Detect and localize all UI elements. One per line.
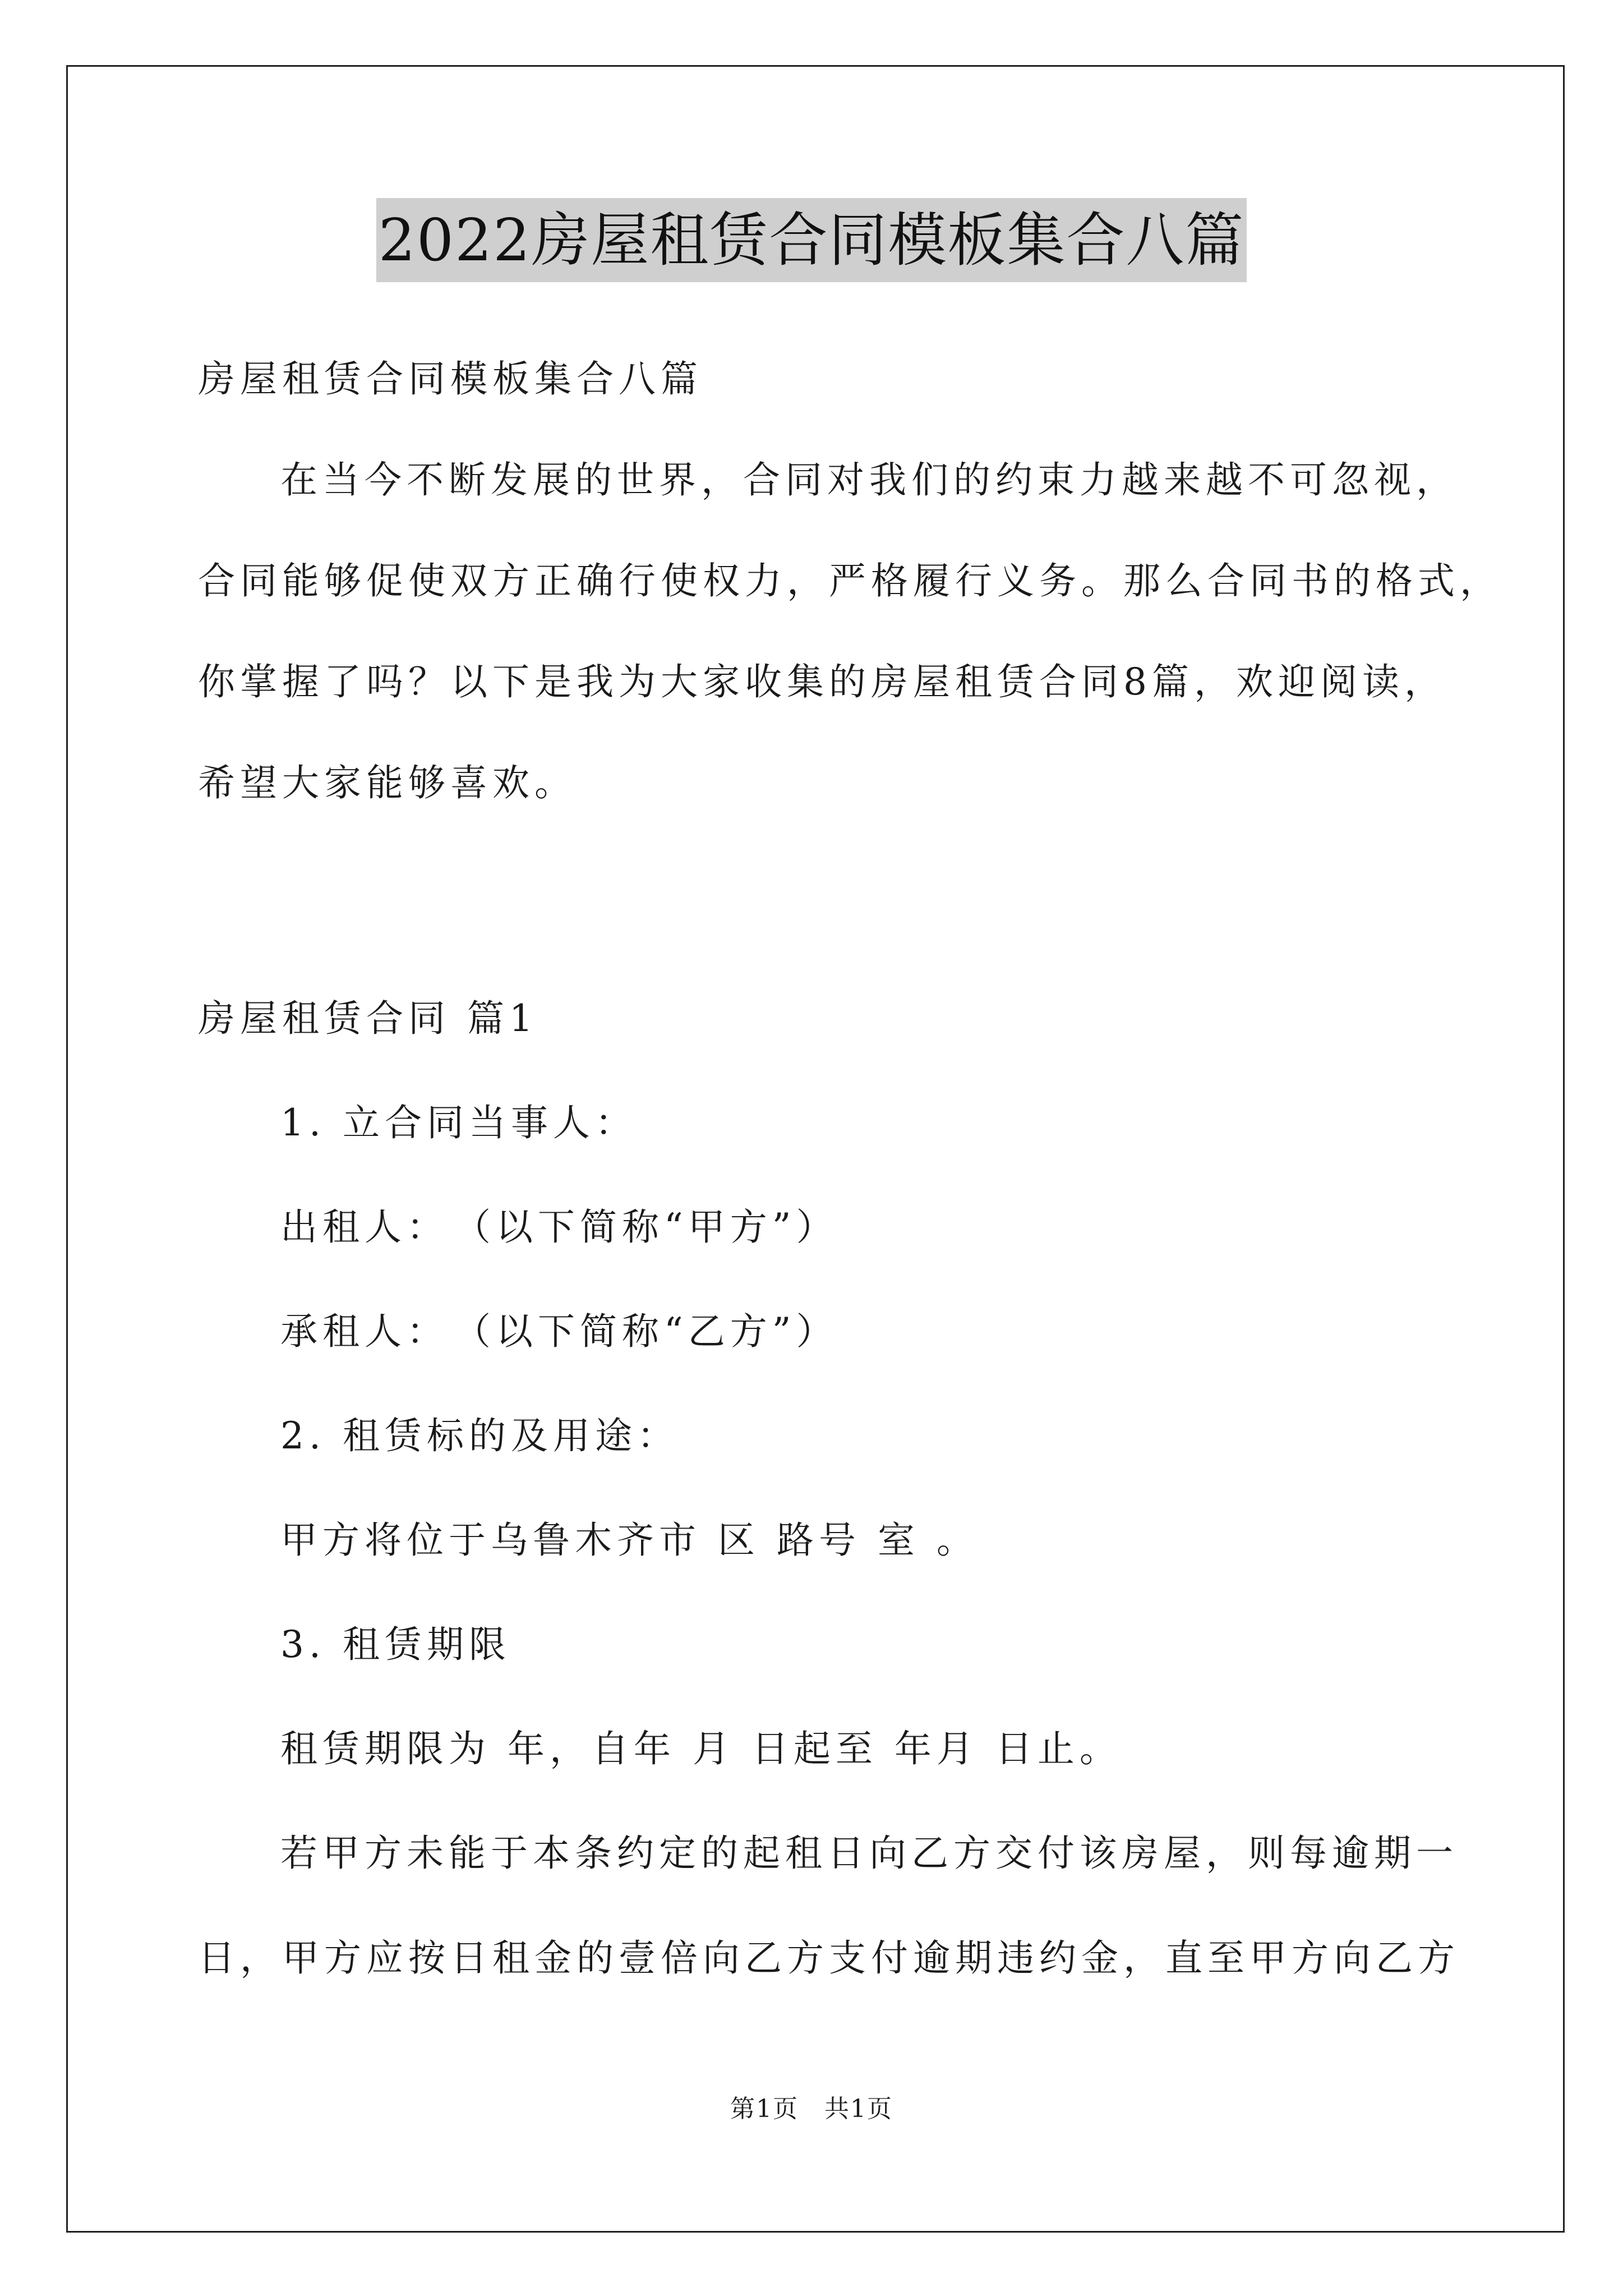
body-line: 甲方将位于乌鲁木齐市 区 路号 室 。 [280,1519,979,1562]
page-footer: 第1页 共1页 [730,2095,893,2123]
section-heading: 房屋租赁合同 篇1 [198,997,538,1040]
document-subtitle: 房屋租赁合同模板集合八篇 [198,357,703,401]
intro-line: 合同能够促使双方正确行使权力，严格履行义务。那么合同书的格式， [198,559,1502,602]
intro-line: 希望大家能够喜欢。 [198,761,577,804]
body-line: 1. 立合同当事人： [280,1101,637,1144]
body-line: 2. 租赁标的及用途： [280,1414,679,1457]
body-line: 若甲方未能于本条约定的起租日向乙方交付该房屋，则每逾期一 [280,1832,1458,1875]
body-line: 租赁期限为 年，自年 月 日起至 年月 日止。 [280,1727,1122,1770]
title-wrap [0,198,1623,282]
body-line: 3. 租赁期限 [280,1623,511,1666]
document-title: 2022房屋租赁合同模板集合八篇 [376,198,1247,282]
body-line: 承租人： （以下简称“乙方”） [280,1310,838,1353]
intro-line: 在当今不断发展的世界，合同对我们的约束力越来越不可忽视， [280,458,1458,501]
body-line: 日，甲方应按日租金的壹倍向乙方支付逾期违约金，直至甲方向乙方 [198,1936,1460,1980]
body-line: 出租人： （以下简称“甲方”） [280,1205,838,1249]
intro-line: 你掌握了吗？以下是我为大家收集的房屋租赁合同8篇，欢迎阅读， [198,660,1446,703]
